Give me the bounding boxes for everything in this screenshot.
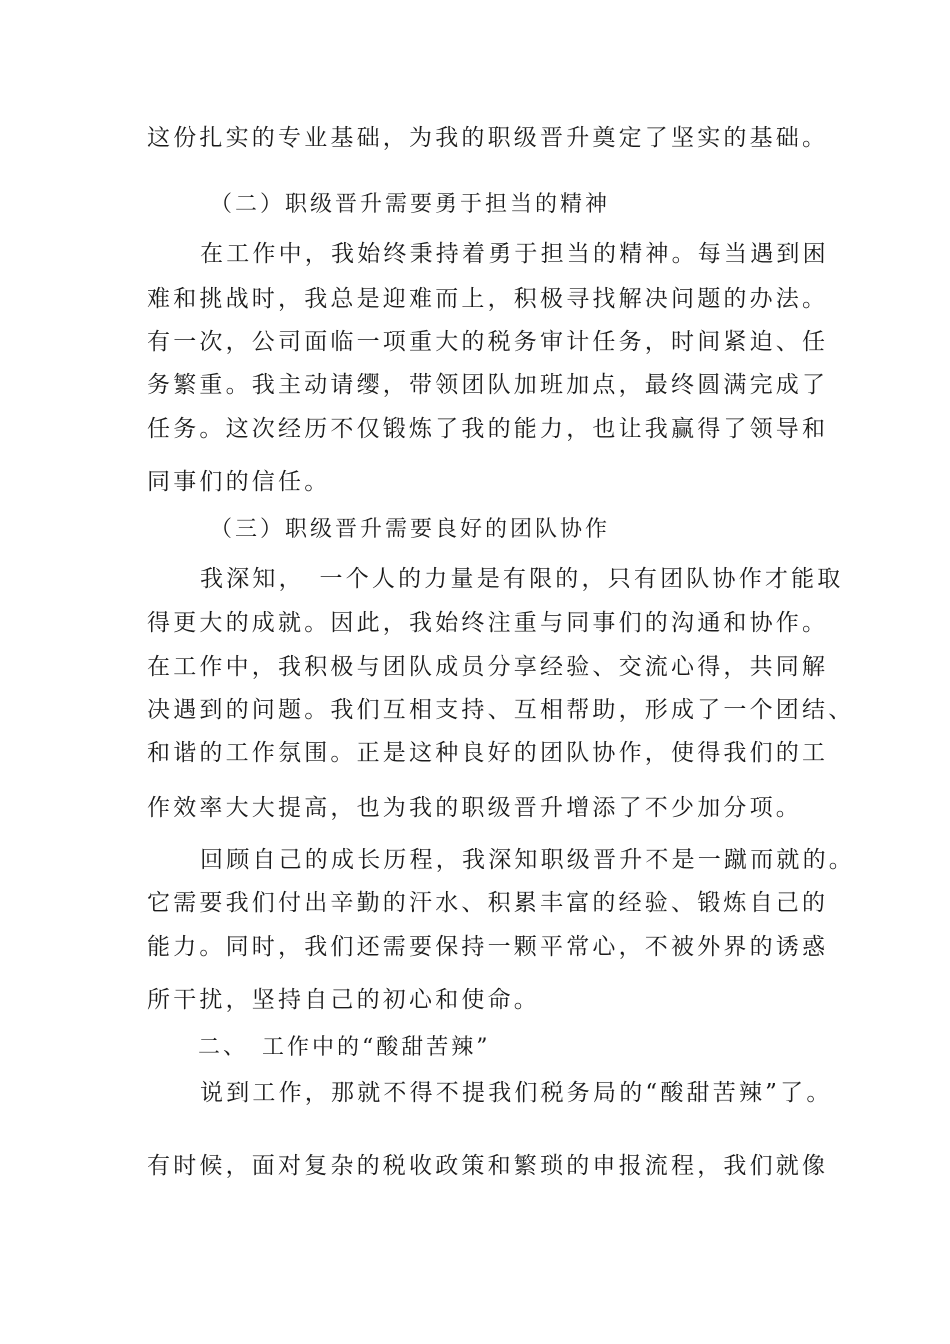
paragraph-line: 在工作中，我始终秉持着勇于担当的精神。每当遇到困 [200, 241, 829, 267]
paragraph-line: 有一次，公司面临一项重大的税务审计任务，时间紧迫、任 [147, 329, 829, 355]
paragraph-line: 难和挑战时，我总是迎难而上，积极寻找解决问题的办法。 [147, 286, 829, 312]
paragraph-line: 这份扎实的专业基础，为我的职级晋升奠定了坚实的基础。 [147, 125, 829, 151]
paragraph-line: 同事们的信任。 [147, 469, 331, 495]
paragraph-line: 我深知， 一个人的力量是有限的，只有团队协作才能取 [200, 566, 844, 592]
paragraph-line: 任务。这次经历不仅锻炼了我的能力，也让我赢得了领导和 [147, 416, 829, 442]
paragraph-line: 务繁重。我主动请缨，带领团队加班加点，最终圆满完成了 [147, 372, 829, 398]
paragraph-line: 作效率大大提高，也为我的职级晋升增添了不少加分项。 [147, 795, 802, 821]
paragraph-line: 所干扰，坚持自己的初心和使命。 [147, 987, 540, 1013]
paragraph-line: 在工作中，我积极与团队成员分享经验、交流心得，共同解 [147, 654, 829, 680]
paragraph-line: 有时候，面对复杂的税收政策和繁琐的申报流程，我们就像 [147, 1153, 829, 1179]
section-heading-2: 二、 工作中的“酸甜苦辣” [198, 1035, 491, 1060]
paragraph-line: 回顾自己的成长历程，我深知职级晋升不是一蹴而就的。 [200, 847, 855, 873]
paragraph-line: 得更大的成就。因此，我始终注重与同事们的沟通和协作。 [147, 610, 829, 636]
paragraph-line: 能力。同时，我们还需要保持一颗平常心，不被外界的诱惑 [147, 934, 829, 960]
paragraph-line: 和谐的工作氛围。正是这种良好的团队协作，使得我们的工 [147, 740, 829, 766]
subheading-2: （二）职级晋升需要勇于担当的精神 [210, 192, 611, 217]
paragraph-line: 决遇到的问题。我们互相支持、互相帮助，形成了一个团结、 [147, 697, 855, 723]
paragraph-line: 说到工作，那就不得不提我们税务局的“酸甜苦辣”了。 [200, 1080, 833, 1106]
subheading-3: （三）职级晋升需要良好的团队协作 [210, 517, 611, 542]
paragraph-line: 它需要我们付出辛勤的汗水、积累丰富的经验、锻炼自己的 [147, 890, 829, 916]
